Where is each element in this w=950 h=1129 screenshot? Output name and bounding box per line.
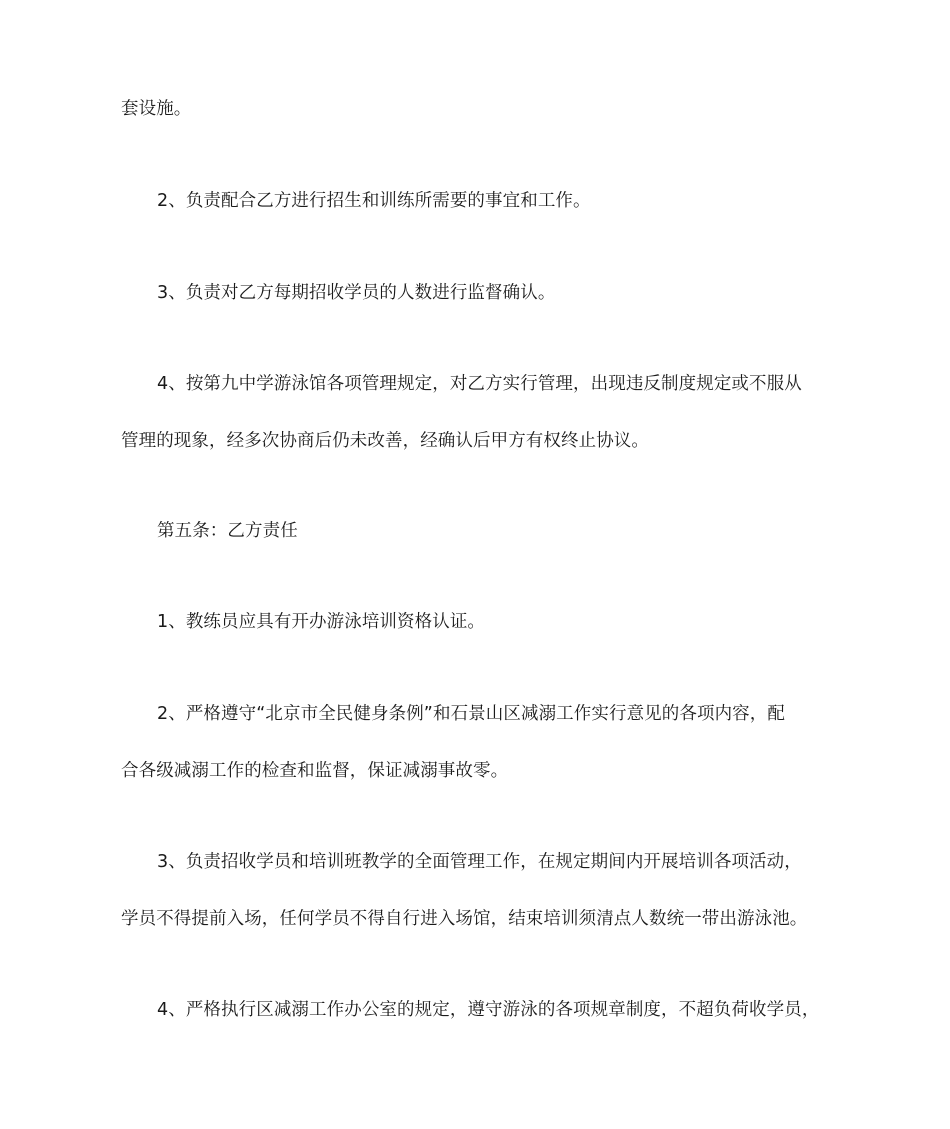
- list-item-4: 4、按第九中学游泳馆各项管理规定，对乙方实行管理，出现违反制度规定或不服从: [157, 374, 802, 394]
- list-item-2b-continued: 合各级减溺工作的检查和监督，保证减溺事故零。: [121, 761, 509, 781]
- list-item-3: 3、负责对乙方每期招收学员的人数进行监督确认。: [157, 283, 556, 303]
- list-item-1: 1、教练员应具有开办游泳培训资格认证。: [157, 612, 486, 632]
- list-item-4-continued: 管理的现象，经多次协商后仍未改善，经确认后甲方有权终止协议。: [121, 431, 649, 451]
- list-item-2b: 2、严格遵守“北京市全民健身条例”和石景山区减溺工作实行意见的各项内容，配: [157, 704, 785, 724]
- section-heading: 第五条：乙方责任: [157, 521, 298, 541]
- list-item-2: 2、负责配合乙方进行招生和训练所需要的事宜和工作。: [157, 191, 591, 211]
- list-item-3b: 3、负责招收学员和培训班教学的全面管理工作，在规定期间内开展培训各项活动，: [157, 852, 802, 872]
- list-item-4b: 4、严格执行区减溺工作办公室的规定，遵守游泳的各项规章制度，不超负荷收学员，: [157, 1000, 820, 1020]
- list-item-3b-continued: 学员不得提前入场，任何学员不得自行进入场馆，结束培训须清点人数统一带出游泳池。: [121, 909, 808, 929]
- text-line: 套设施。: [121, 99, 192, 119]
